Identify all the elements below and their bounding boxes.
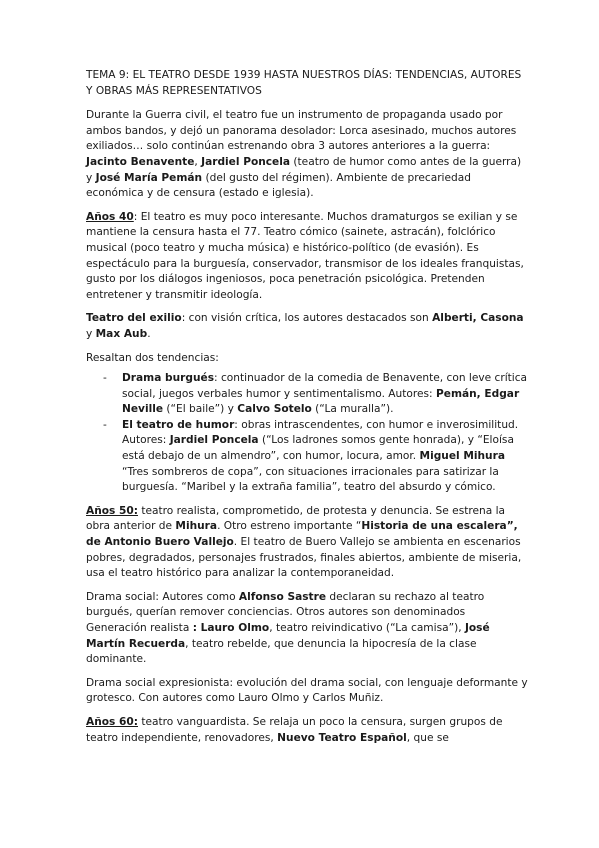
list-authors: Calvo Sotelo — [237, 403, 312, 416]
anos60-heading: Años 60: — [86, 715, 138, 728]
exilio-text: . — [147, 327, 151, 340]
list-item-drama-burgues — [86, 371, 529, 418]
list-text: (“La muralla”). — [311, 403, 394, 416]
tendencias-list — [86, 371, 529, 496]
drama-social-text: declaran su rechazo al teatro burgués, querían remover conciencias. Otros autores son denominados Generación realista — [86, 590, 485, 634]
list-authors: Pemán, Edgar Neville — [122, 387, 520, 416]
anos50-text: . El teatro de Buero Vallejo se ambienta en escenarios pobres, degradados, personajes frustrados, finales abiertos, ambiente de miseria, usa el teatro histórico para analizar la contemporaneidad. — [86, 536, 522, 580]
drama-social-text: , teatro reivindicativo (“La camisa”), — [269, 622, 465, 634]
drama-burgues-heading: Drama burgués — [122, 372, 215, 385]
intro-text: Durante la Guerra civil, el teatro fue un instrumento de propaganda usado por ambos bandos, y dejó un panorama desolador: Lorca asesinado, muchos autores exiliados… solo continúan estrenando obra 3 autores anteriores a la guerra: — [86, 109, 517, 153]
author-jardiel: Jardiel Poncela — [201, 155, 291, 168]
tendencias-text: Resaltan dos tendencias: — [86, 351, 219, 364]
exilio-paragraph — [86, 311, 529, 342]
list-text: “Tres sombreros de copa”, con situaciones irracionales para satirizar la burguesía. “Maribel y la extraña familia”, teatro del absurdo y cómico. — [122, 465, 499, 494]
drama-social-text: Drama social: Autores como — [86, 590, 239, 603]
anos60-text: teatro vanguardista. Se relaja un poco la censura, surgen grupos de teatro independiente, renovadores, — [86, 715, 503, 744]
author-peman: José María Pemán — [95, 171, 203, 184]
anos40-paragraph — [86, 210, 529, 304]
exilio-author-aub: Max Aub — [95, 327, 148, 340]
intro-text: , — [194, 155, 202, 168]
author-recuerda: José Martín Recuerda — [86, 622, 490, 650]
author-benavente: Jacinto Benavente — [86, 155, 195, 168]
anos50-text: teatro realista, comprometido, de protesta y denuncia. Se estrena la obra anterior de — [86, 504, 506, 533]
exilio-text: y — [86, 327, 96, 340]
anos50-paragraph — [86, 504, 529, 582]
expresionista-paragraph: Drama social expresionista: evolución del drama social, con lenguaje deformante y grotesco. Con autores como Lauro Olmo y Carlos Muñiz. — [86, 676, 528, 705]
author-mihura: Mihura — [175, 520, 218, 533]
intro-paragraph — [86, 108, 529, 202]
list-text: (“El baile”) y — [163, 403, 238, 416]
list-dash: - — [103, 372, 107, 385]
list-authors: Miguel Mihura — [419, 450, 505, 463]
anos40-heading: Años 40 — [86, 210, 134, 223]
teatro-humor-heading: El teatro de humor — [122, 418, 235, 431]
anos50-heading: Años 50: — [86, 504, 138, 517]
list-item-teatro-humor — [86, 418, 529, 496]
list-text: (“Los ladrones somos gente honrada), y “Eloísa está debajo de un almendro”, con humor, locura, amor. — [122, 434, 514, 463]
anos40-text: : El teatro es muy poco interesante. Muchos dramaturgos se exilian y se mantiene la censura hasta el 77. Teatro cómico (sainete, astracán), folclórico musical (poco teatro y mucha música) e histórico-político (de evasión). Es espectáculo para la burguesía, conservador, transmisor de los ideales franquistas, gusto por los diálogos ingeniosos, poca penetración psicológica. Pretenden entretener y transmitir ideología. — [86, 210, 524, 301]
anos60-text: , que se — [406, 731, 449, 744]
intro-text: (teatro de humor como antes de la guerra) y — [86, 155, 522, 184]
document-title: TEMA 9: EL TEATRO DESDE 1939 HASTA NUESTROS DÍAS: TENDENCIAS, AUTORES Y OBRAS MÁS REPRESENTATIVOS — [86, 69, 522, 97]
intro-text: (del gusto del régimen). Ambiente de precariedad económica y de censura (estado e iglesia). — [86, 171, 471, 200]
anos50-text: . Otro estreno importante “ — [217, 520, 362, 533]
exilio-text: : con visión crítica, los autores destacados son — [181, 312, 433, 325]
list-text: : continuador de la comedia de Benavente, con leve crítica social, juegos verbales humor y sentimentalismo. Autores: — [122, 372, 528, 400]
author-sastre: Alfonso Sastre — [238, 590, 327, 603]
exilio-authors: Alberti, Casona — [432, 312, 524, 325]
nuevo-teatro-espanol: Nuevo Teatro Español — [277, 731, 407, 744]
list-authors: Jardiel Poncela — [169, 434, 259, 447]
drama-social-text: , teatro rebelde, que denuncia la hipocresía de la clase dominante. — [86, 637, 477, 666]
drama-social-paragraph — [86, 590, 529, 668]
author-olmo: : Lauro Olmo — [192, 622, 270, 634]
historia-escalera: Historia de una escalera”, de Antonio Buero Vallejo — [86, 520, 518, 549]
list-dash: - — [103, 418, 107, 431]
list-text: : obras intrascendentes, con humor e inverosimilitud. Autores: — [122, 418, 519, 447]
exilio-heading: Teatro del exilio — [86, 312, 182, 325]
anos60-paragraph — [86, 715, 529, 746]
